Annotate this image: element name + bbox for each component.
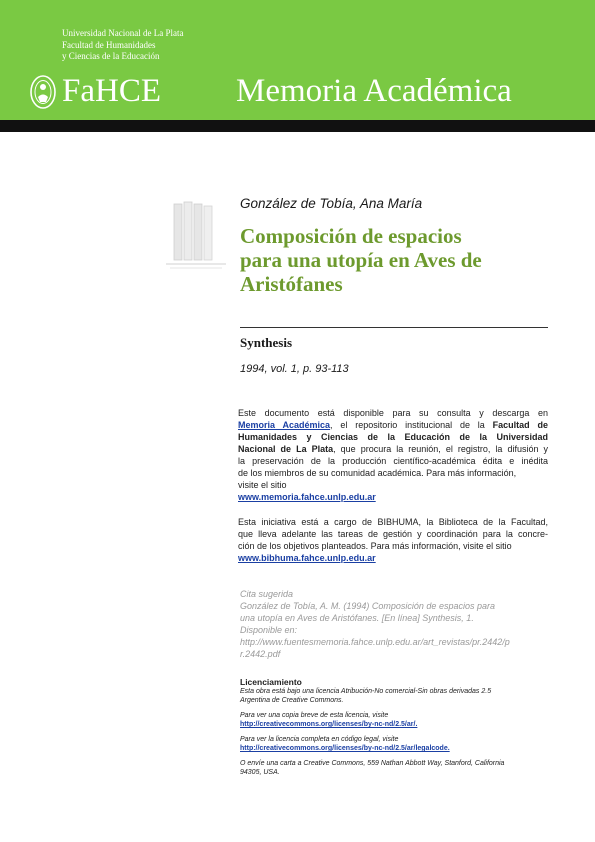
paragraph-line: Memoria Académica, el repositorio institucional de la Facultad de [238,420,548,430]
initiative-paragraph [238,516,548,564]
university-line: Facultad de Humanidades [62,39,156,50]
paragraph-line: Este documento está disponible para su consulta y descarga en [238,408,548,418]
license-line: Argentina de Creative Commons. [240,697,344,704]
article-author: González de Tobía, Ana María [240,196,423,211]
memoria-website-link[interactable]: www.memoria.fahce.unlp.edu.ar [238,492,376,502]
license-heading: Licenciamiento [240,677,302,687]
license-line: Esta obra está bajo una licencia Atribución-No comercial-Sin obras derivadas 2.5 [240,688,492,695]
paragraph-line: ción de los objetivos planteados. Para más información, visite el sitio [238,541,512,551]
repository-title: Memoria Académica [236,73,512,109]
article-title [240,224,540,296]
citation-line: González de Tobía, A. M. (1994) Composición de espacios para [240,601,495,611]
availability-paragraph [238,407,548,503]
citation-line: http://www.fuentesmemoria.fahce.unlp.edu.ar/art_revistas/pr.2442/p [240,637,510,647]
license-line: O envíe una carta a Creative Commons, 559 Nathan Abbott Way, Stanford, California [240,760,505,767]
title-line: para una utopía en Aves de [240,248,482,272]
citation-line: Disponible en: [240,625,298,635]
license-section [240,677,550,777]
paragraph-line: visite el sitio [238,480,287,490]
suggested-citation [240,588,550,660]
paragraph-line: Esta iniciativa está a cargo de BIBHUMA, la Biblioteca de la Facultad, [238,517,548,527]
paragraph-line: la preservación de la producción científico-académica édita e inédita [238,456,548,466]
license-line: Para ver una copia breve de esta licencia, visite [240,712,389,719]
title-divider [240,327,548,328]
header-divider [0,120,595,132]
license-summary-link[interactable]: http://creativecommons.org/licenses/by-nc-nd/2.5/ar/. [240,721,418,728]
journal-name: Synthesis [240,335,293,350]
header-banner [0,0,595,120]
citation-line: r.2442.pdf [240,649,281,659]
license-line: Para ver la licencia completa en código legal, visite [240,736,399,743]
university-seal-icon [29,74,57,110]
paragraph-line: que lleva adelante las tareas de gestión y coordinación para la concre- [238,529,548,539]
title-line: Composición de espacios [240,224,462,248]
university-name [62,28,183,63]
publication-citation: 1994, vol. 1, p. 93-113 [240,363,349,375]
paragraph-line: Humanidades y Ciencias de la Educación de la Universidad [238,432,548,442]
license-legalcode-link[interactable]: http://creativecommons.org/licenses/by-nc-nd/2.5/ar/legalcode. [240,745,450,752]
fahce-logo: FaHCE [62,73,161,109]
paragraph-line: de los miembros de su comunidad académica. Para más información, [238,468,517,478]
citation-line: Cita sugerida [240,589,294,599]
paragraph-line: Nacional de La Plata, que procura la reunión, el registro, la difusión y [238,444,549,454]
license-line: 94305, USA. [240,769,280,776]
university-line: Universidad Nacional de La Plata [62,28,184,38]
bibhuma-website-link[interactable]: www.bibhuma.fahce.unlp.edu.ar [238,553,376,563]
books-watermark-icon [166,198,226,272]
university-line: y Ciencias de la Educación [62,51,160,61]
memoria-academica-link[interactable]: Memoria Académica [238,420,331,430]
title-line: Aristófanes [240,272,343,296]
citation-line: una utopía en Aves de Aristófanes. [En línea] Synthesis, 1. [240,613,474,623]
